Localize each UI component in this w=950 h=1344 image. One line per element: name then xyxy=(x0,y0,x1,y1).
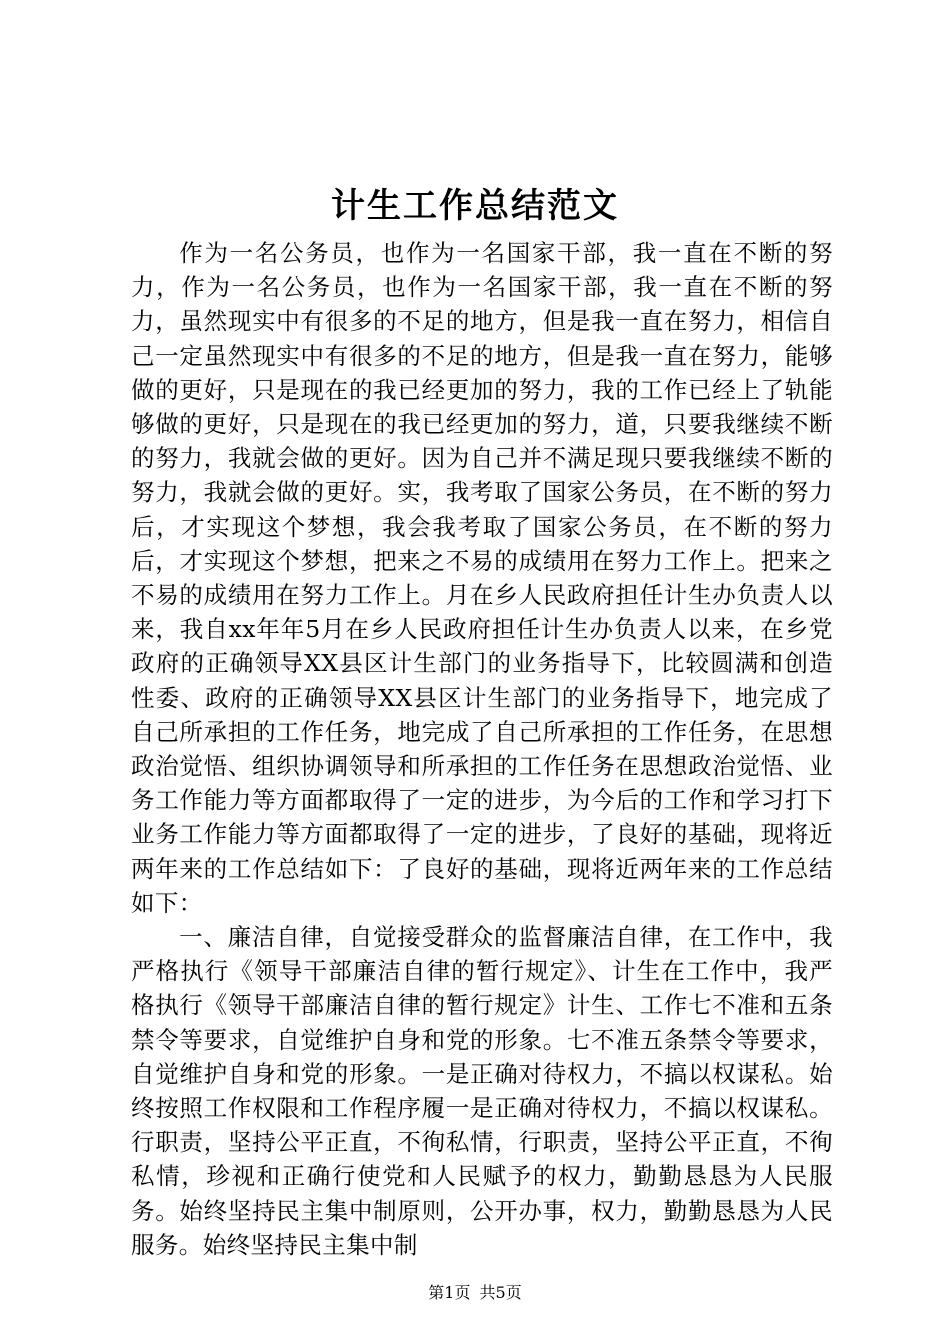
page-total: 共5页 xyxy=(479,1283,522,1302)
document-body xyxy=(131,236,833,1262)
page-footer xyxy=(0,1282,950,1304)
paragraph-section-one: 一、廉洁自律，自觉接受群众的监督廉洁自律，在工作中，我严格执行《领导干部廉洁自律的暂行规定》、计生在工作中，我严格执行《领导干部廉洁自律的暂行规定》计生、工作七不准和五条禁令等要求，自觉维护自身和党的形象。七不准五条禁令等要求，自觉维护自身和党的形象。一是正确对待权力，不搞以权谋私。始终按照工作权限和工作程序履一是正确对待权力，不搞以权谋私。行职责，坚持公平正直，不徇私情，行职责，坚持公平正直，不徇私情，珍视和正确行使党和人民赋予的权力，勤勤恳恳为人民服务。始终坚持民主集中制原则，公开办事，权力，勤勤恳恳为人民服务。始终坚持民主集中制 xyxy=(131,923,833,1259)
paragraph-intro: 作为一名公务员，也作为一名国家干部，我一直在不断的努力，作为一名公务员，也作为一名国家干部，我一直在不断的努力，虽然现实中有很多的不足的地方，但是我一直在努力，相信自己一定虽然现实中有很多的不足的地方，但是我一直在努力，能够做的更好，只是现在的我已经更加的努力，我的工作已经上了轨能够做的更好，只是现在的我已经更加的努力，道，只要我继续不断的努力，我就会做的更好。因为自己并不满足现只要我继续不断的努力，我就会做的更好。实，我考取了国家公务员，在不断的努力后，才实现这个梦想，我会我考取了国家公务员，在不断的努力后，才实现这个梦想，把来之不易的成绩用在努力工作上。把来之不易的成绩用在努力工作上。月在乡人民政府担任计生办负责人以来，我自xx年年5月在乡人民政府担任计生办负责人以来，在乡党政府的正确领导XX县区计生部门的业务指导下，比较圆满和创造性委、政府的正确领导XX县区计生部门的业务指导下，地完成了自己所承担的工作任务，地完成了自己所承担的工作任务，在思想政治觉悟、组织协调领导和所承担的工作任务在思想政治觉悟、业务工作能力等方面都取得了一定的进步，为今后的工作和学习打下业务工作能力等方面都取得了一定的进步，了良好的基础，现将近两年来的工作总结如下：了良好的基础，现将近两年来的工作总结如下： xyxy=(131,239,833,917)
page-number: 第1页 xyxy=(428,1283,471,1302)
document-title: 计生工作总结范文 xyxy=(331,186,619,226)
